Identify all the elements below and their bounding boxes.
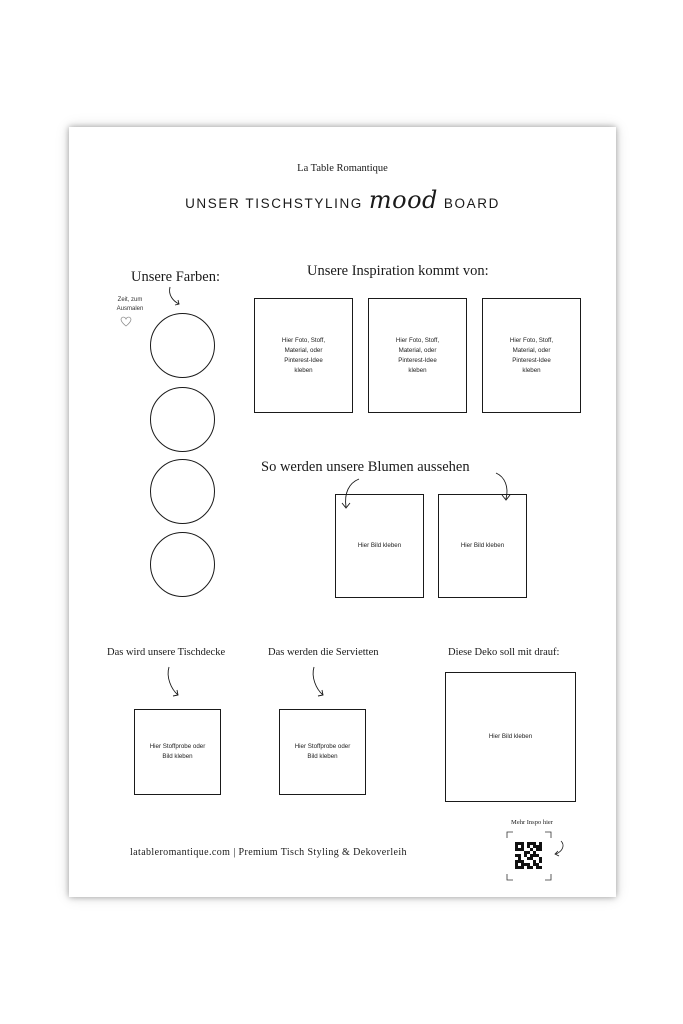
heart-icon <box>120 316 132 327</box>
arrow-icon <box>310 665 330 701</box>
box-text: Hier Foto, Stoff, <box>509 336 554 344</box>
arrow-icon <box>165 665 185 701</box>
color-circle <box>150 387 215 452</box>
napkins-box <box>279 709 366 795</box>
footer-text: latableromantique.com | Premium Tisch Styling & Dekoverleih <box>130 847 407 858</box>
title-right: BOARD <box>443 195 500 211</box>
inspiration-box <box>368 298 467 413</box>
box-text: Hier Bild kleben <box>460 542 505 549</box>
note-line-2: Ausmalen <box>116 306 144 312</box>
note-line-1: Zeit, zum <box>117 297 143 303</box>
moodboard-sheet <box>69 127 616 897</box>
arrow-icon <box>551 839 565 859</box>
colors-heading: Unsere Farben: <box>131 269 220 285</box>
box-text: Hier Stoffprobe oder <box>294 743 351 750</box>
inspiration-box <box>482 298 581 413</box>
box-text: kleben <box>408 366 427 374</box>
box-text: kleben <box>294 366 313 374</box>
color-circle <box>150 459 215 524</box>
flowers-heading: So werden unsere Blumen aussehen <box>261 459 470 475</box>
qr-module <box>539 866 542 869</box>
box-text: Material, oder <box>398 346 437 354</box>
box-text: Bild kleben <box>307 753 338 760</box>
box-text: Hier Foto, Stoff, <box>281 336 326 344</box>
title-left: UNSER TISCHSTYLING <box>185 195 363 211</box>
box-text: Hier Foto, Stoff, <box>395 336 440 344</box>
inspiration-box <box>254 298 353 413</box>
arrow-icon <box>167 285 187 309</box>
box-text: Hier Bild kleben <box>488 733 533 740</box>
box-text: Pinterest-Idee <box>398 356 437 364</box>
inspiration-heading: Unsere Inspiration kommt von: <box>307 263 489 279</box>
qr-label: Mehr Inspo hier <box>511 819 553 826</box>
flower-image-box <box>335 494 424 598</box>
box-text: Bild kleben <box>162 753 193 760</box>
deco-heading: Diese Deko soll mit drauf: <box>448 647 560 658</box>
tablecloth-box <box>134 709 221 795</box>
tablecloth-heading: Das wird unsere Tischdecke <box>107 647 226 658</box>
title-script: mood <box>368 186 438 214</box>
color-circle <box>150 313 215 378</box>
box-text: Pinterest-Idee <box>512 356 551 364</box>
qr-code-icon[interactable] <box>515 842 542 869</box>
box-text: Material, oder <box>512 346 551 354</box>
flower-image-box <box>438 494 527 598</box>
box-text: Pinterest-Idee <box>284 356 323 364</box>
box-text: kleben <box>522 366 541 374</box>
box-text: Hier Stoffprobe oder <box>149 743 206 750</box>
deco-box <box>445 672 576 802</box>
napkins-heading: Das werden die Servietten <box>268 647 379 658</box>
color-circle <box>150 532 215 597</box>
box-text: Hier Bild kleben <box>357 542 402 549</box>
page-title <box>69 186 616 217</box>
coloring-note <box>109 296 151 314</box>
box-text: Material, oder <box>284 346 323 354</box>
brand-name: La Table Romantique <box>297 163 388 174</box>
